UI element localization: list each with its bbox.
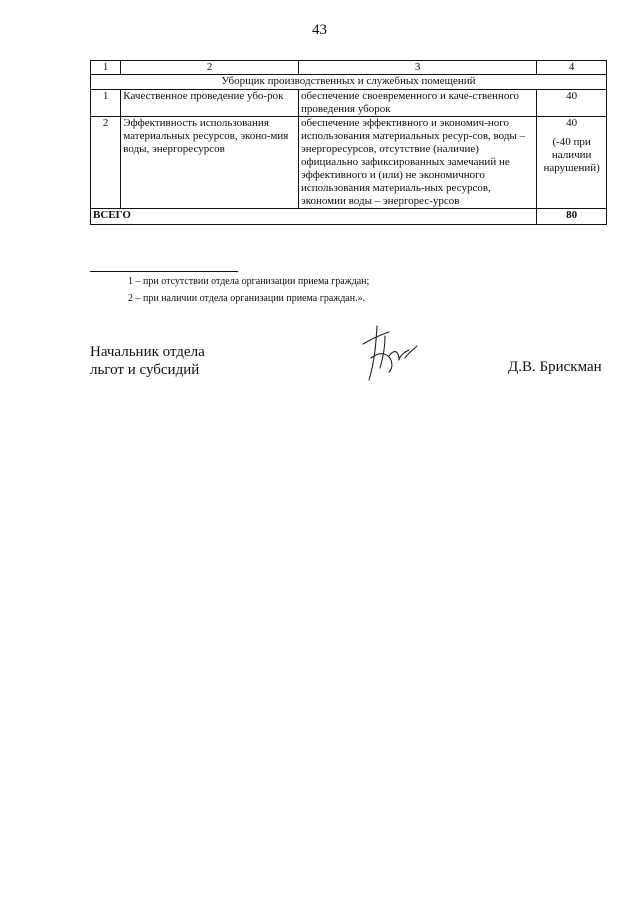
page-number: 43: [312, 22, 327, 38]
section-row: [91, 75, 607, 90]
footnote-2: 2 – при наличии отдела организации приема граждан.».: [128, 293, 366, 304]
indicator-name: Качественное проведение убо-рок: [121, 90, 299, 117]
criterion-text: обеспечение своевременного и каче-ственного проведения уборок: [299, 90, 537, 117]
indicator-name: Эффективность использования материальных ресурсов, эконо-мия воды, энергоресурсов: [121, 117, 299, 209]
rate-cell: [537, 90, 607, 117]
column-number-2: 2: [121, 61, 299, 75]
criteria-table: [90, 60, 607, 225]
rate-value: 40: [566, 90, 578, 102]
rate-note: (-40 при наличии нарушений): [543, 136, 600, 174]
row-number: 2: [91, 117, 121, 209]
total-label: ВСЕГО: [91, 209, 537, 225]
signatory-title-line-1: Начальник отдела: [90, 344, 205, 360]
table-row: [91, 90, 607, 117]
column-number-1: 1: [91, 61, 121, 75]
column-number-4: 4: [537, 61, 607, 75]
table-row: [91, 117, 607, 209]
handwritten-signature: [355, 322, 425, 384]
footnote-separator: [90, 271, 238, 272]
section-title: Уборщик производственных и служебных помещений: [91, 75, 607, 90]
total-row: [91, 209, 607, 225]
total-value: 80: [537, 209, 607, 225]
footnote-1: 1 – при отсутствии отдела организации приема граждан;: [128, 276, 370, 287]
signatory-title-line-2: льгот и субсидий: [90, 362, 200, 378]
criterion-text: обеспечение эффективного и экономич-ного использования материальных ресур-сов, воды – энергоресурсов, отсутствие (наличие) официально зафиксированных замечаний не эффективного и (или) не экономичного использования материаль-ных ресурсов, экономии воды – энергорес-урсов: [299, 117, 537, 209]
signatory-name: Д.В. Брискман: [508, 359, 602, 375]
column-number-3: 3: [299, 61, 537, 75]
rate-value: 40: [566, 117, 578, 129]
table-header-row: [91, 61, 607, 75]
row-number: 1: [91, 90, 121, 117]
signatory-title: [90, 343, 205, 379]
rate-cell: [537, 117, 607, 209]
